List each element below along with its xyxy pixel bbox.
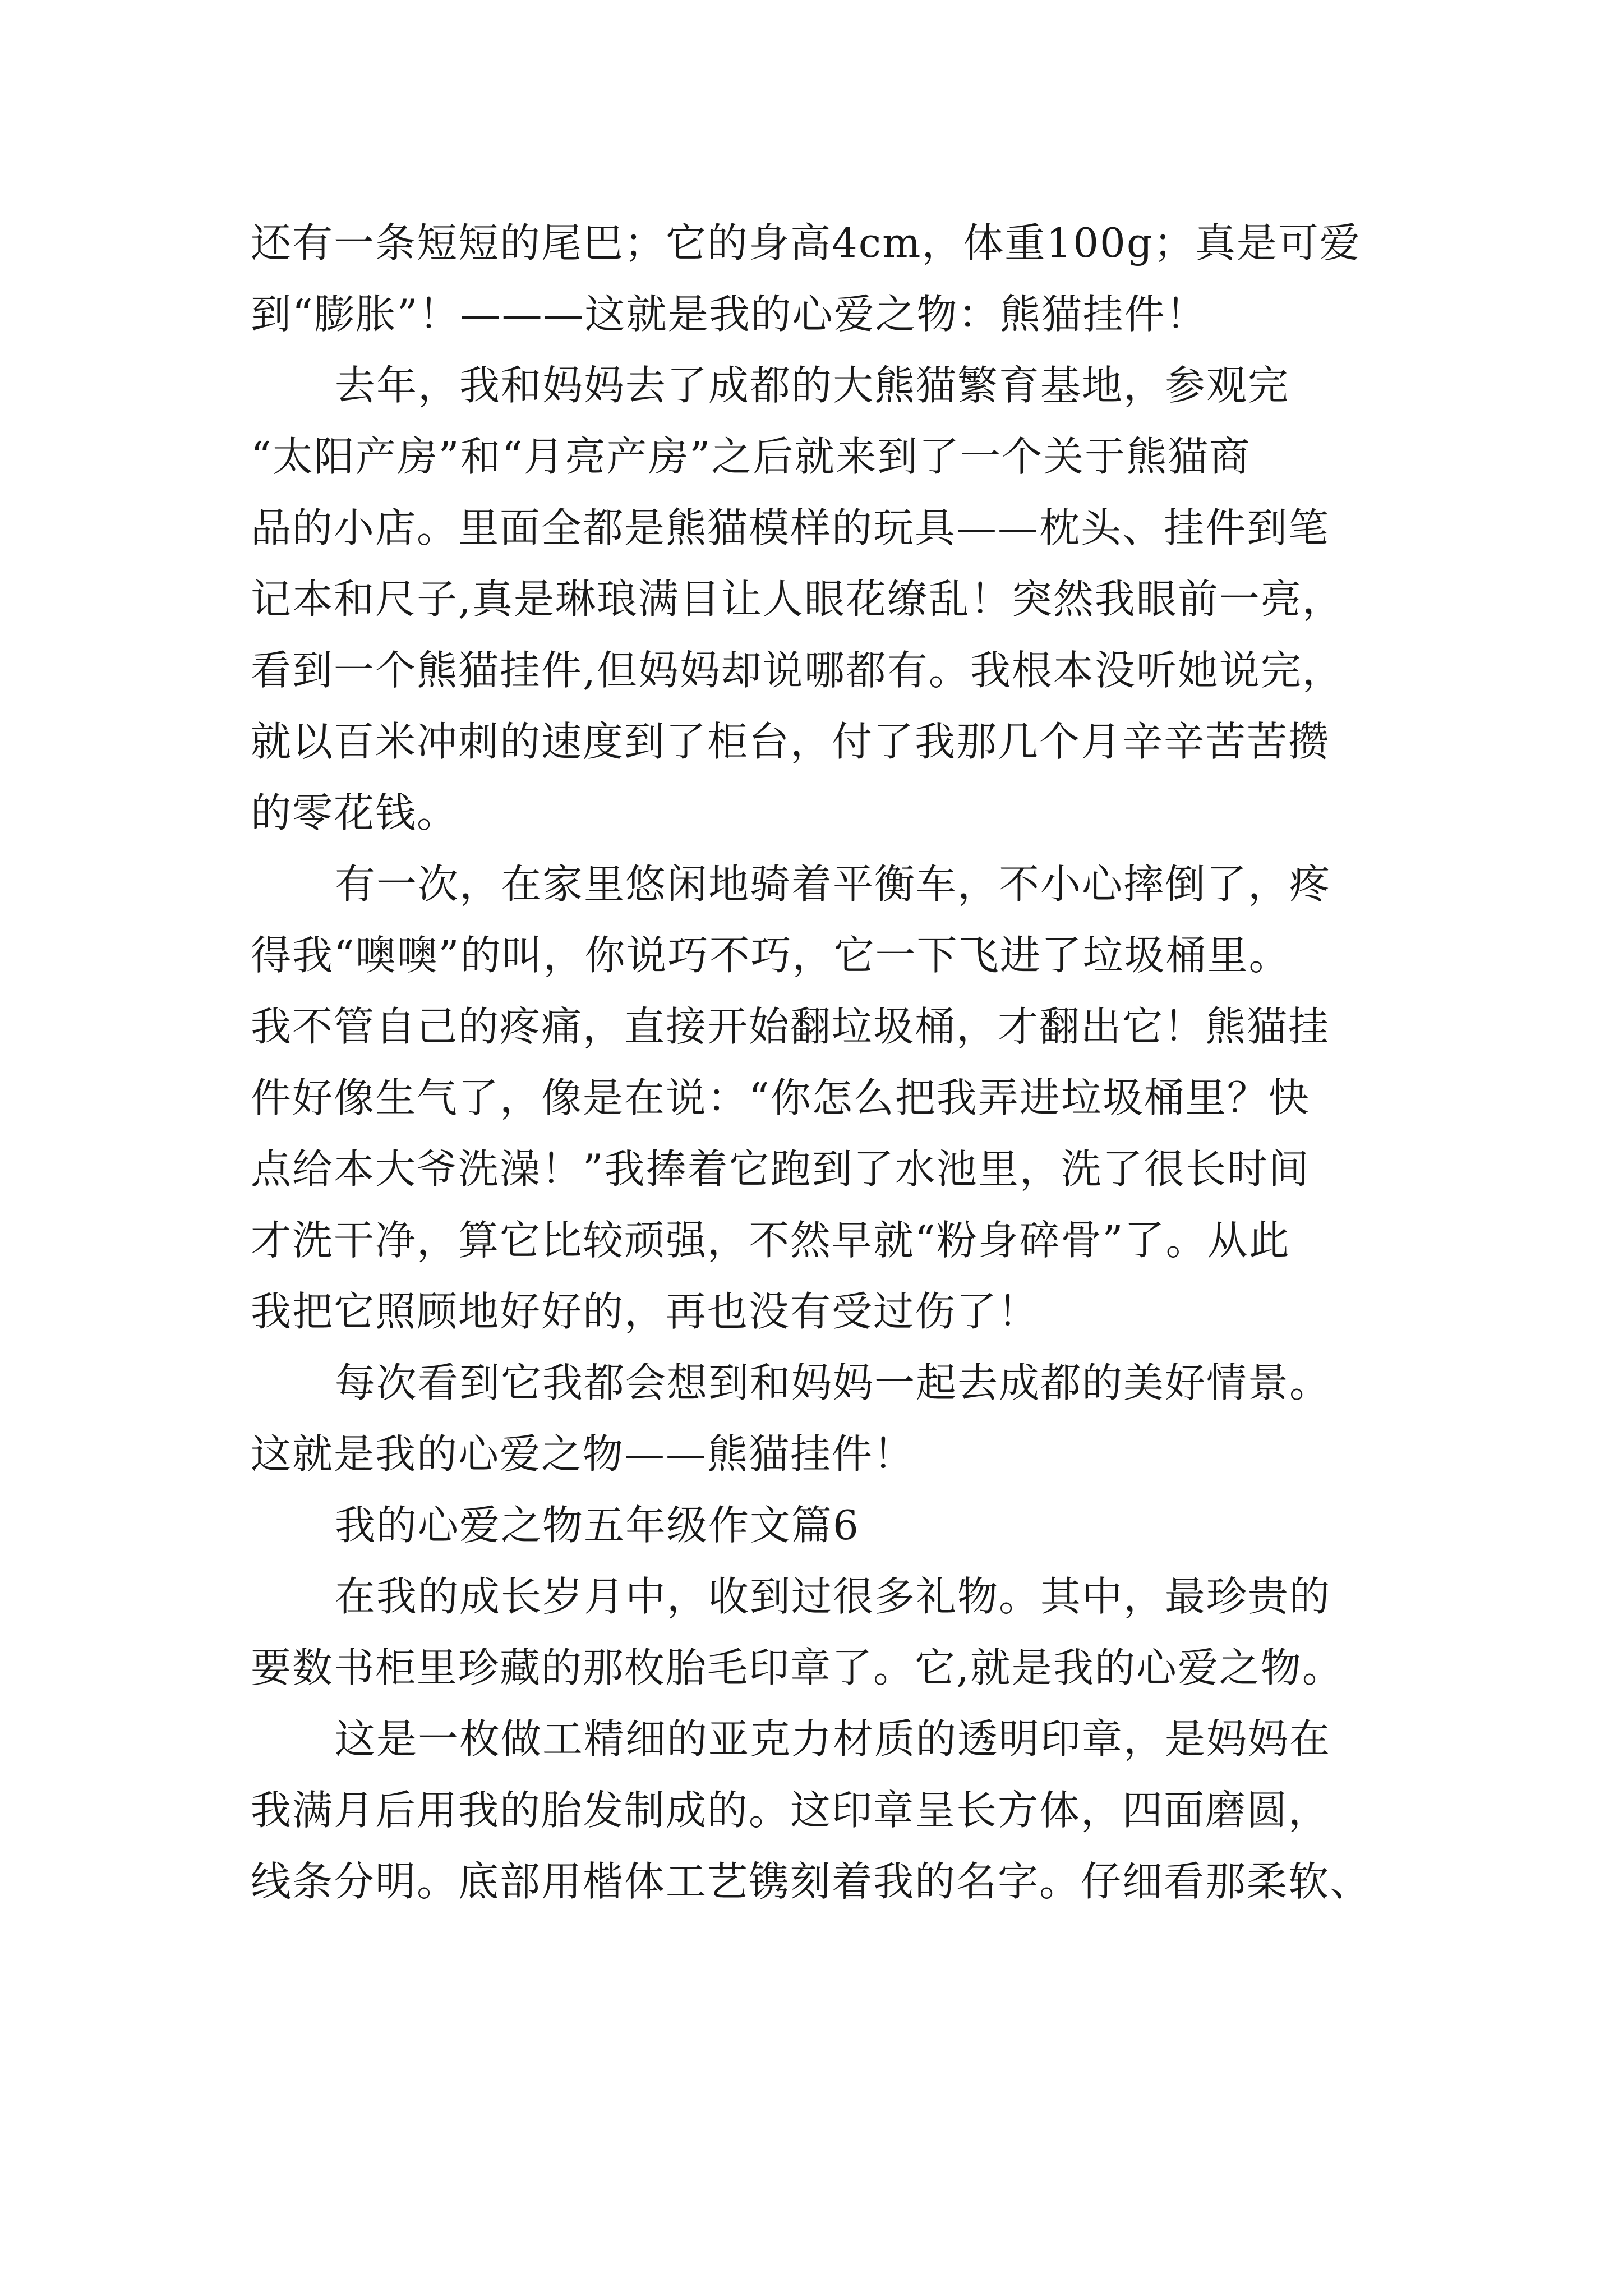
document-body <box>251 208 1389 1917</box>
text-line: 线条分明。底部用楷体工艺镌刻着我的名字。仔细看那柔软、 <box>251 1858 1372 1905</box>
text-line: 看到一个熊猫挂件,但妈妈却说哪都有。我根本没听她说完， <box>251 647 1344 694</box>
text-line: 还有一条短短的尾巴；它的身高4cm，体重100g；真是可爱 <box>251 219 1361 266</box>
paragraph-start-line: 每次看到它我都会想到和妈妈一起去成都的美好情景。 <box>335 1359 1331 1406</box>
text-line: 要数书柜里珍藏的那枚胎毛印章了。它,就是我的心爱之物。 <box>251 1644 1344 1691</box>
text-line: 到“膨胀”！———这就是我的心爱之物：熊猫挂件！ <box>251 291 1207 338</box>
paragraph-start-line: 去年，我和妈妈去了成都的大熊猫繁育基地，参观完 <box>335 362 1290 409</box>
text-line: 就以百米冲刺的速度到了柜台，付了我那几个月辛辛苦苦攒 <box>251 718 1330 765</box>
text-line: 我不管自己的疼痛，直接开始翻垃圾桶，才翻出它！熊猫挂 <box>251 1003 1330 1050</box>
text-line: 我满月后用我的胎发制成的。这印章呈长方体，四面磨圆， <box>251 1787 1330 1834</box>
text-line: 的零花钱。 <box>251 789 459 836</box>
paragraph-start-line: 在我的成长岁月中，收到过很多礼物。其中，最珍贵的 <box>335 1573 1331 1620</box>
text-line: 才洗干净，算它比较顽强，不然早就“粉身碎骨”了。从此 <box>251 1217 1290 1264</box>
paragraph-start-line: 有一次，在家里悠闲地骑着平衡车，不小心摔倒了，疼 <box>335 861 1331 908</box>
section-heading: 我的心爱之物五年级作文篇6 <box>335 1502 860 1549</box>
text-line: 品的小店。里面全都是熊猫模样的玩具——枕头、挂件到笔 <box>251 504 1330 551</box>
text-line: “太阳产房”和“月亮产房”之后就来到了一个关于熊猫商 <box>251 433 1251 480</box>
text-line: 件好像生气了，像是在说：“你怎么把我弄进垃圾桶里？快 <box>251 1074 1310 1121</box>
text-line: 我把它照顾地好好的，再也没有受过伤了！ <box>251 1288 1040 1335</box>
text-line: 得我“噢噢”的叫，你说巧不巧，它一下飞进了垃圾桶里。 <box>251 932 1290 979</box>
text-line: 记本和尺子,真是琳琅满目让人眼花缭乱！突然我眼前一亮， <box>251 576 1344 623</box>
text-line: 点给本大爷洗澡！”我捧着它跑到了水池里，洗了很长时间 <box>251 1145 1310 1193</box>
paragraph-start-line: 这是一枚做工精细的亚克力材质的透明印章，是妈妈在 <box>335 1715 1331 1763</box>
text-line: 这就是我的心爱之物——熊猫挂件！ <box>251 1430 915 1478</box>
